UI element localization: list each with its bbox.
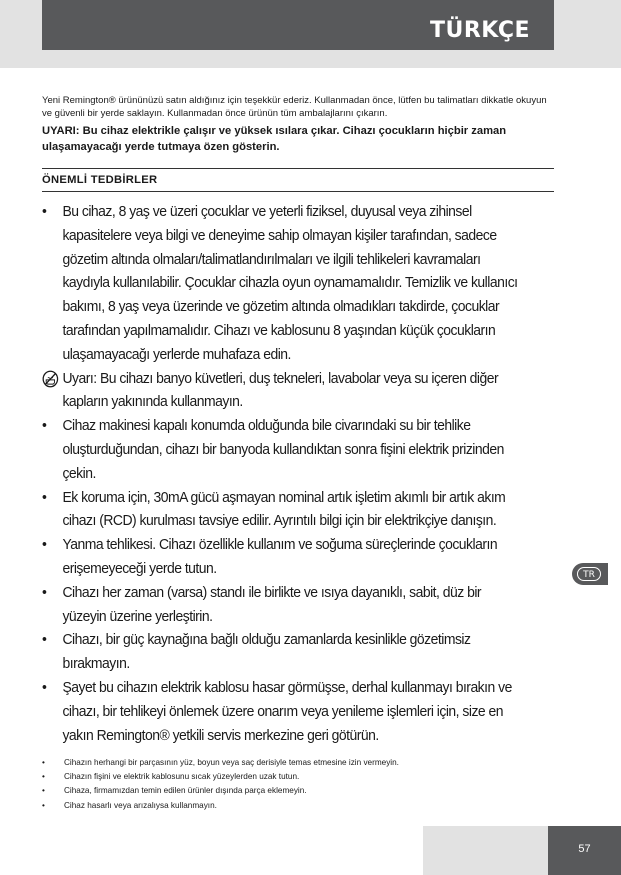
bullet: •	[42, 631, 47, 649]
bullet: •	[42, 800, 45, 810]
intro-paragraph: Yeni Remington® ürününüzü satın aldığınız için teşekkür ederiz. Kullanmadan önce, lütfen bu talimatları dikkatle okuyun ve güvenli bir yerde saklayın. Kullanmadan önce ürünün tüm ambalajlarını çıkarın.	[42, 95, 547, 119]
bullet: •	[42, 417, 47, 435]
bullet: •	[42, 786, 45, 796]
language-header: TÜRKÇE	[42, 0, 554, 50]
language-code-badge: TR	[577, 567, 601, 581]
list-item: • Yanma tehlikesi. Cihazı özellikle kullanım ve soğuma süreçlerinde çocukların erişemeyeceği yerde tutun.	[42, 533, 526, 581]
bullet: •	[42, 772, 45, 782]
list-item: • Ek koruma için, 30mA gücü aşmayan nominal artık işletim akımlı bir artık akım cihazı (RCD) kurulması tavsiye edilir. Ayrıntılı bilgi için bir elektrikçiye danışın.	[42, 486, 526, 534]
bullet: •	[42, 583, 47, 601]
bullet: •	[42, 678, 47, 696]
page-number: 57	[548, 826, 621, 875]
bullet: •	[42, 203, 47, 220]
list-item: • Cihazı her zaman (varsa) standı ile birlikte ve ısıya dayanıklı, sabit, düz bir yüzeyin üzerine yerleştirin.	[42, 581, 526, 629]
section-rule-bottom	[42, 191, 554, 192]
small-list-item: • Cihazın fişini ve elektrik kablosunu sıcak yüzeylerden uzak tutun.	[42, 770, 554, 784]
small-precautions-list	[42, 756, 554, 813]
no-bath-warning-icon	[42, 370, 59, 388]
section-rule-top	[42, 168, 554, 169]
small-list-item: • Cihaz hasarlı veya arızalıysa kullanmayın.	[42, 799, 554, 813]
bullet: •	[42, 536, 47, 554]
list-item: • Bu cihaz, 8 yaş ve üzeri çocuklar ve yeterli fiziksel, duyusal veya zihinsel kapasitelere veya bilgi ve deneyime sahip olmayan kişiler tarafından, sadece gözetim altında olmaları/talimatlandırılmaları ve ilgili tehlikeleri kavramaları kaydıyla kullanılabilir. Çocuklar cihazla oyun oynamamalıdır. Temizlik ve kullanıcı bakımı, 8 yaş veya üzerinde ve gözetim altında olmadıkları takdirde, çocuklar tarafından yapılmamalıdır. Cihazı ve kablosunu 8 yaşından küçük çocukların ulaşamayacağı yerlerde muhafaza edin.	[42, 200, 526, 367]
small-list-item: • Cihaza, firmamızdan temin edilen ürünler dışında parça eklemeyin.	[42, 784, 554, 798]
small-list-item: • Cihazın herhangi bir parçasının yüz, boyun veya saç derisiyle temas etmesine izin vermeyin.	[42, 756, 554, 770]
language-side-tab	[572, 563, 608, 585]
warning-paragraph: UYARI: Bu cihaz elektrikle çalışır ve yüksek ısılara çıkar. Cihazı çocukların hiçbir zaman ulaşamayacağı yerde tutmaya özen gösterin.	[42, 125, 507, 153]
bullet: •	[42, 488, 47, 506]
list-item: • Cihazı, bir güç kaynağına bağlı olduğu zamanlarda kesinlikle gözetimsiz bırakmayın.	[42, 628, 526, 676]
list-item-warning: Uyarı: Bu cihazı banyo küvetleri, duş tekneleri, lavabolar veya su içeren diğer kapların yakınında kullanmayın.	[42, 367, 526, 415]
section-title: ÖNEMLİ TEDBİRLER	[42, 174, 158, 186]
list-item: • Şayet bu cihazın elektrik kablosu hasar görmüşse, derhal kullanmayı bırakın ve cihazı, bir tehlikeyi önlemek üzere onarım veya yenileme işlemleri için, size en yakın Remington® yetkili servis merkezine geri götürün.	[42, 676, 526, 747]
list-item: • Cihaz makinesi kapalı konumda olduğunda bile civarındaki su bir tehlike oluşturduğundan, cihazı bir banyoda kullandıktan sonra fişini elektrik prizinden çekin.	[42, 414, 526, 485]
bullet: •	[42, 758, 45, 767]
precautions-list	[42, 200, 562, 747]
